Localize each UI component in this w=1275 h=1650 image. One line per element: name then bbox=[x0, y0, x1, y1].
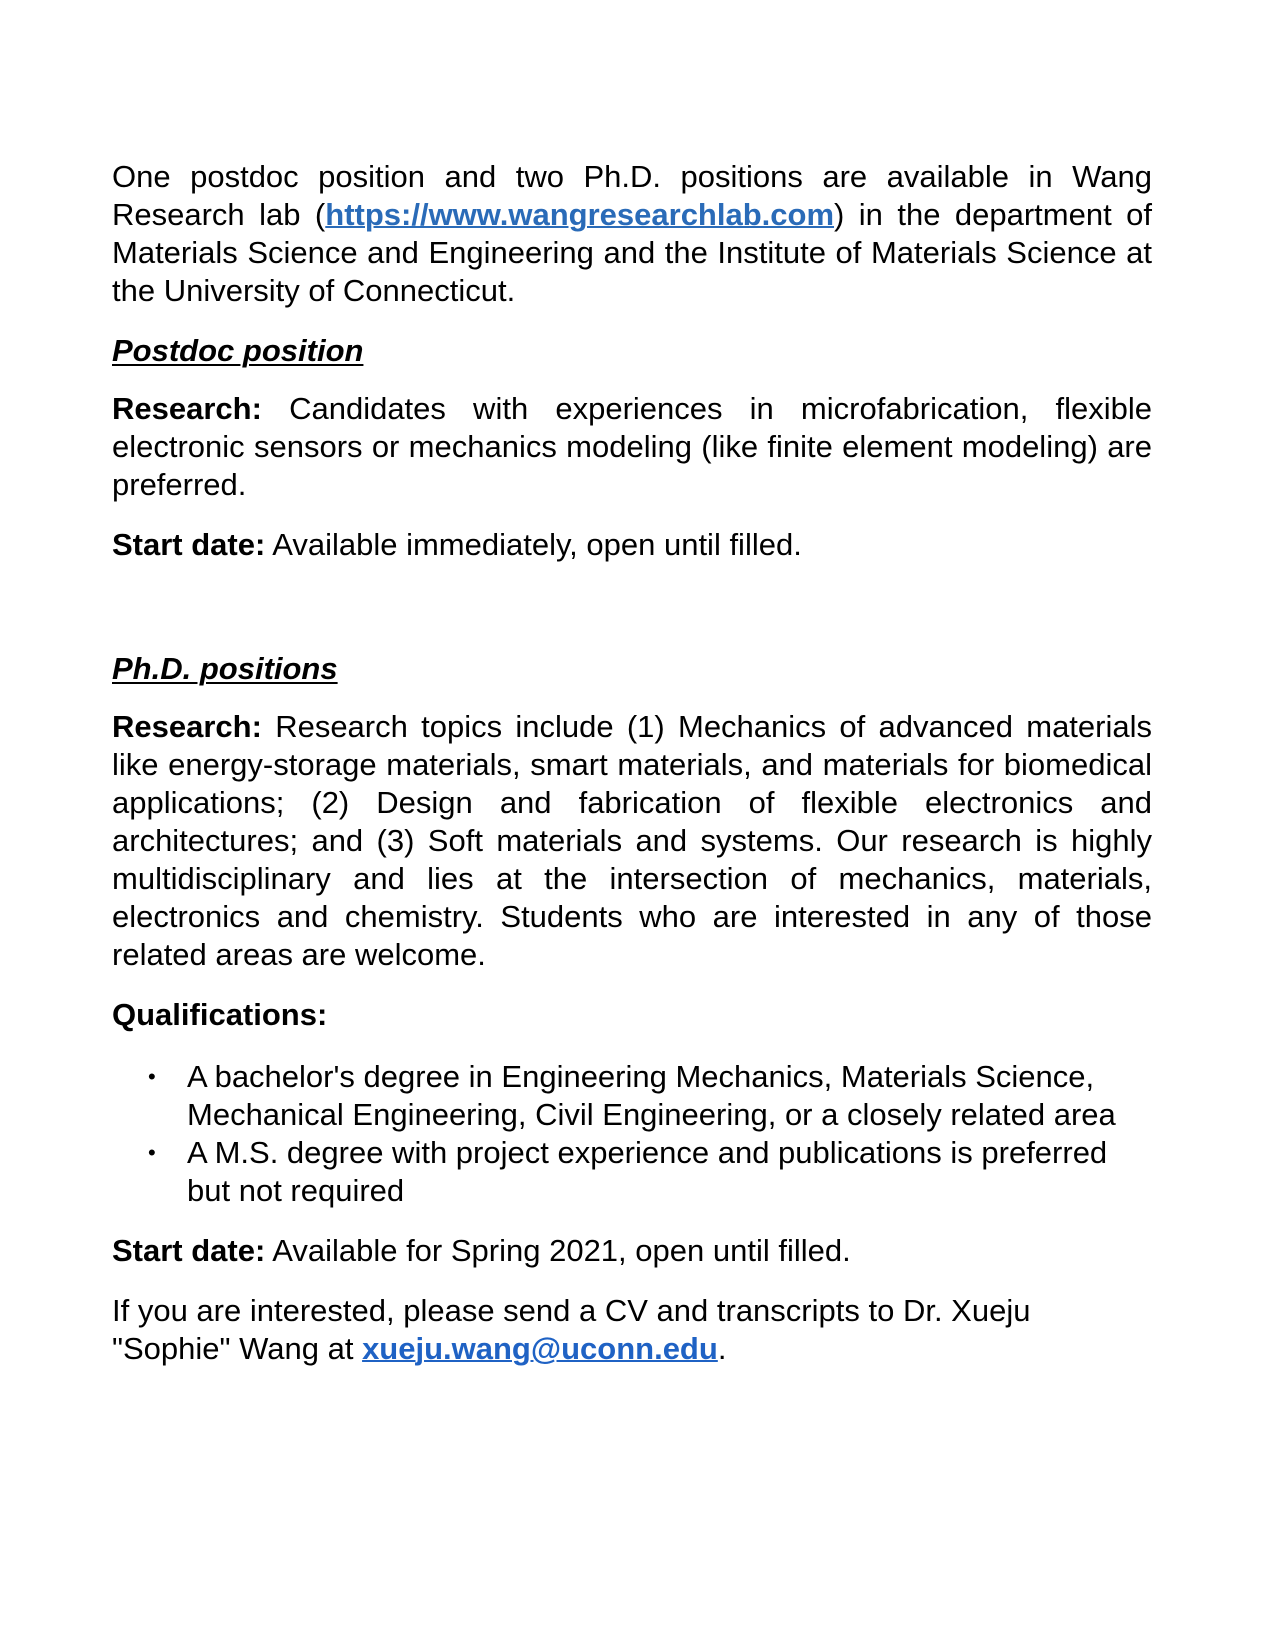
bullet-icon: • bbox=[148, 1140, 156, 1165]
postdoc-research-text: Candidates with experiences in microfabrication, flexible electronic sensors or mechanics modeling (like finite element modeling) are preferred. bbox=[112, 391, 1152, 502]
email-link[interactable]: xueju.wang@uconn.edu bbox=[362, 1331, 718, 1366]
postdoc-start-date-paragraph bbox=[112, 526, 1152, 564]
list-item bbox=[112, 1058, 1142, 1134]
qualifications-list bbox=[112, 1058, 1142, 1210]
contact-paragraph bbox=[112, 1292, 1152, 1368]
phd-research-label: Research: bbox=[112, 709, 262, 744]
list-item bbox=[112, 1134, 1142, 1210]
qualification-text: A bachelor's degree in Engineering Mechanics, Materials Science, Mechanical Engineering, Civil Engineering, or a closely related area bbox=[187, 1059, 1116, 1132]
postdoc-research-paragraph bbox=[112, 390, 1152, 504]
postdoc-heading: Postdoc position bbox=[112, 333, 364, 368]
contact-text-before-email: If you are interested, please send a CV and transcripts to Dr. Xueju "Sophie" Wang at bbox=[112, 1293, 1031, 1366]
postdoc-start-label: Start date: bbox=[112, 527, 266, 562]
postdoc-research-label: Research: bbox=[112, 391, 262, 426]
document-page bbox=[112, 158, 1152, 1368]
phd-start-text: Available for Spring 2021, open until filled. bbox=[272, 1233, 851, 1268]
phd-start-label: Start date: bbox=[112, 1233, 266, 1268]
qualification-text: A M.S. degree with project experience and publications is preferred but not required bbox=[187, 1135, 1108, 1208]
phd-heading: Ph.D. positions bbox=[112, 651, 338, 686]
section-spacer bbox=[112, 586, 1152, 650]
bullet-icon: • bbox=[148, 1064, 156, 1089]
contact-text-after-email: . bbox=[717, 1331, 727, 1366]
intro-text-before-link: One postdoc position and two Ph.D. positions are available in Wang Research lab ( bbox=[112, 159, 1152, 232]
lab-website-link[interactable]: https://www.wangresearchlab.com bbox=[325, 197, 835, 232]
intro-paragraph bbox=[112, 158, 1152, 310]
phd-research-paragraph bbox=[112, 708, 1152, 974]
intro-text-after-link: ) in the department of Materials Science and Engineering and the Institute of Materials Science at the University of Connecticut. bbox=[112, 197, 1153, 308]
phd-research-text: Research topics include (1) Mechanics of advanced materials like energy-storage materials, smart materials, and materials for biomedical applications; (2) Design and fabrication of flexible electronics and architectures; and (3) Soft materials and systems. Our research is highly multidisciplinary and lies at the intersection of mechanics, materials, electronics and chemistry. Students who are interested in any of those related areas are welcome. bbox=[112, 709, 1152, 972]
postdoc-start-text: Available immediately, open until filled. bbox=[272, 527, 802, 562]
qualifications-heading: Qualifications: bbox=[112, 997, 328, 1032]
phd-start-date-paragraph bbox=[112, 1232, 1152, 1270]
